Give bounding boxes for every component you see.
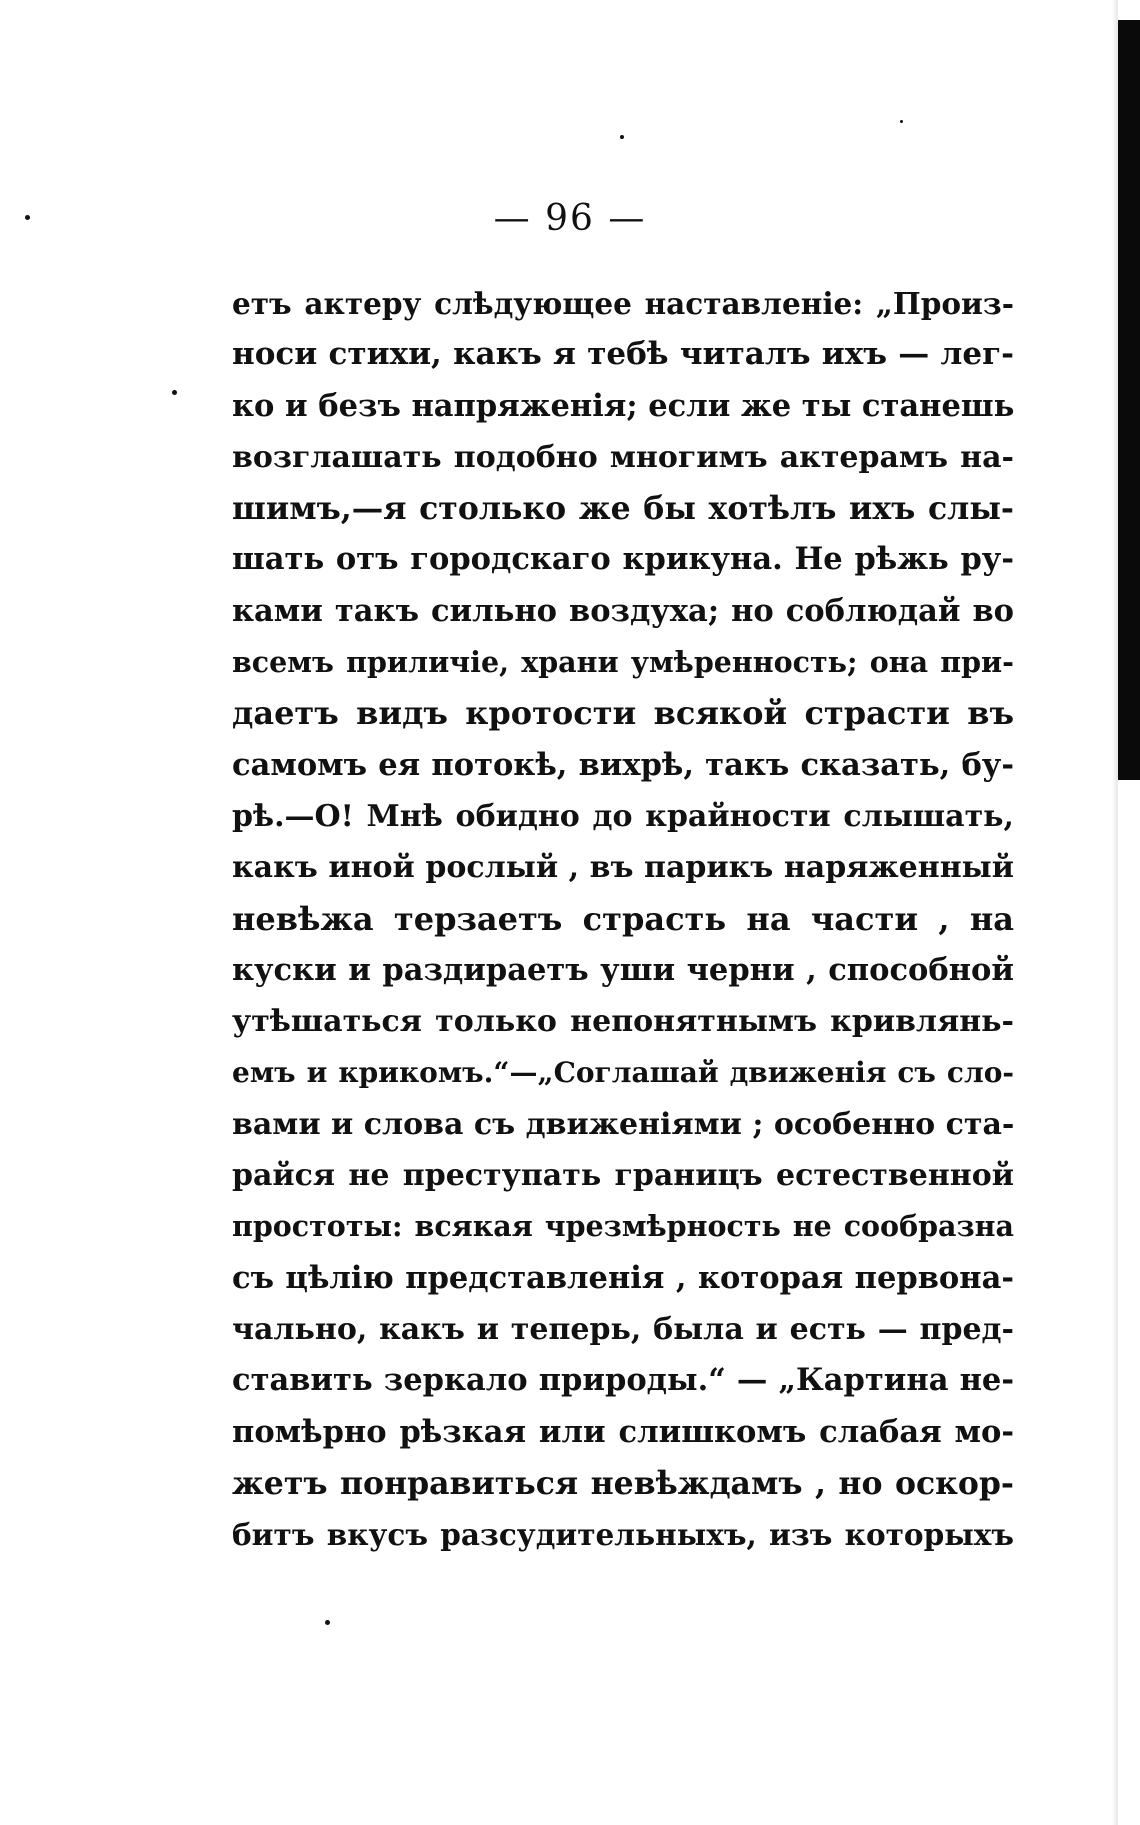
page-number: — 96 — (493, 198, 647, 239)
text-line: шать отъ городскаго крикуна. Не рѣжь ру- (232, 541, 1014, 578)
text-line: съ цѣлію представленія , которая первона- (232, 1259, 1014, 1296)
scan-speck (325, 1620, 330, 1625)
text-line: помѣрно рѣзкая или слишкомъ слабая мо- (232, 1413, 1014, 1450)
text-line: ками такъ сильно воздуха; но соблюдай во (232, 592, 1014, 629)
scan-speck (620, 135, 624, 139)
body-text (232, 278, 1014, 1560)
text-line: емъ и крикомъ.“—„Соглашай движенія съ сло- (232, 1056, 1014, 1090)
text-line: битъ вкусъ разсудительныхъ, изъ которыхъ (232, 1517, 1014, 1553)
text-line: жетъ понравиться невѣждамъ , но оскор- (232, 1464, 1014, 1502)
text-line: вами и слова съ движеніями ; особенно ста- (232, 1106, 1014, 1142)
text-line: самомъ ея потокѣ, вихрѣ, такъ сказать, бу- (232, 746, 1014, 783)
text-line: рѣ.—О! Мнѣ обидно до крайности слышать, (232, 798, 1014, 834)
text-line: утѣшаться только непонятнымъ кривлянь- (232, 1004, 1014, 1040)
text-line: чально, какъ и теперь, была и есть — пред- (232, 1311, 1014, 1347)
text-line: куски и раздираетъ уши черни , способной (232, 951, 1014, 988)
text-line: ставить зеркало природы.“ — „Картина не- (232, 1362, 1014, 1399)
text-line: невѣжа терзаетъ страсть на части , на (232, 899, 1014, 938)
scan-speck (172, 390, 177, 395)
scan-speck (900, 120, 903, 123)
text-line: ко и безъ напряженія; если же ты станешь (232, 387, 1014, 424)
text-line: простоты: всякая чрезмѣрность не сообразна (232, 1209, 1014, 1244)
text-line: етъ актеру слѣдующее наставленіе: „Произ- (232, 286, 1014, 321)
text-line: возглашать подобно многимъ актерамъ на- (232, 439, 1014, 475)
text-line: райся не преступать границъ естественной (232, 1158, 1014, 1194)
text-line: даетъ видъ кротости всякой страсти въ (232, 694, 1014, 733)
scan-edge-band (1118, 20, 1140, 780)
text-line: всемъ приличіе, храни умѣренность; она при- (232, 645, 1014, 680)
text-line: шимъ,—я столько же бы хотѣлъ ихъ слы- (232, 490, 1014, 528)
text-line: носи стихи, какъ я тебѣ читалъ ихъ — лег- (232, 336, 1014, 373)
text-line: какъ иной рослый , въ парикъ наряженный (232, 850, 1014, 886)
